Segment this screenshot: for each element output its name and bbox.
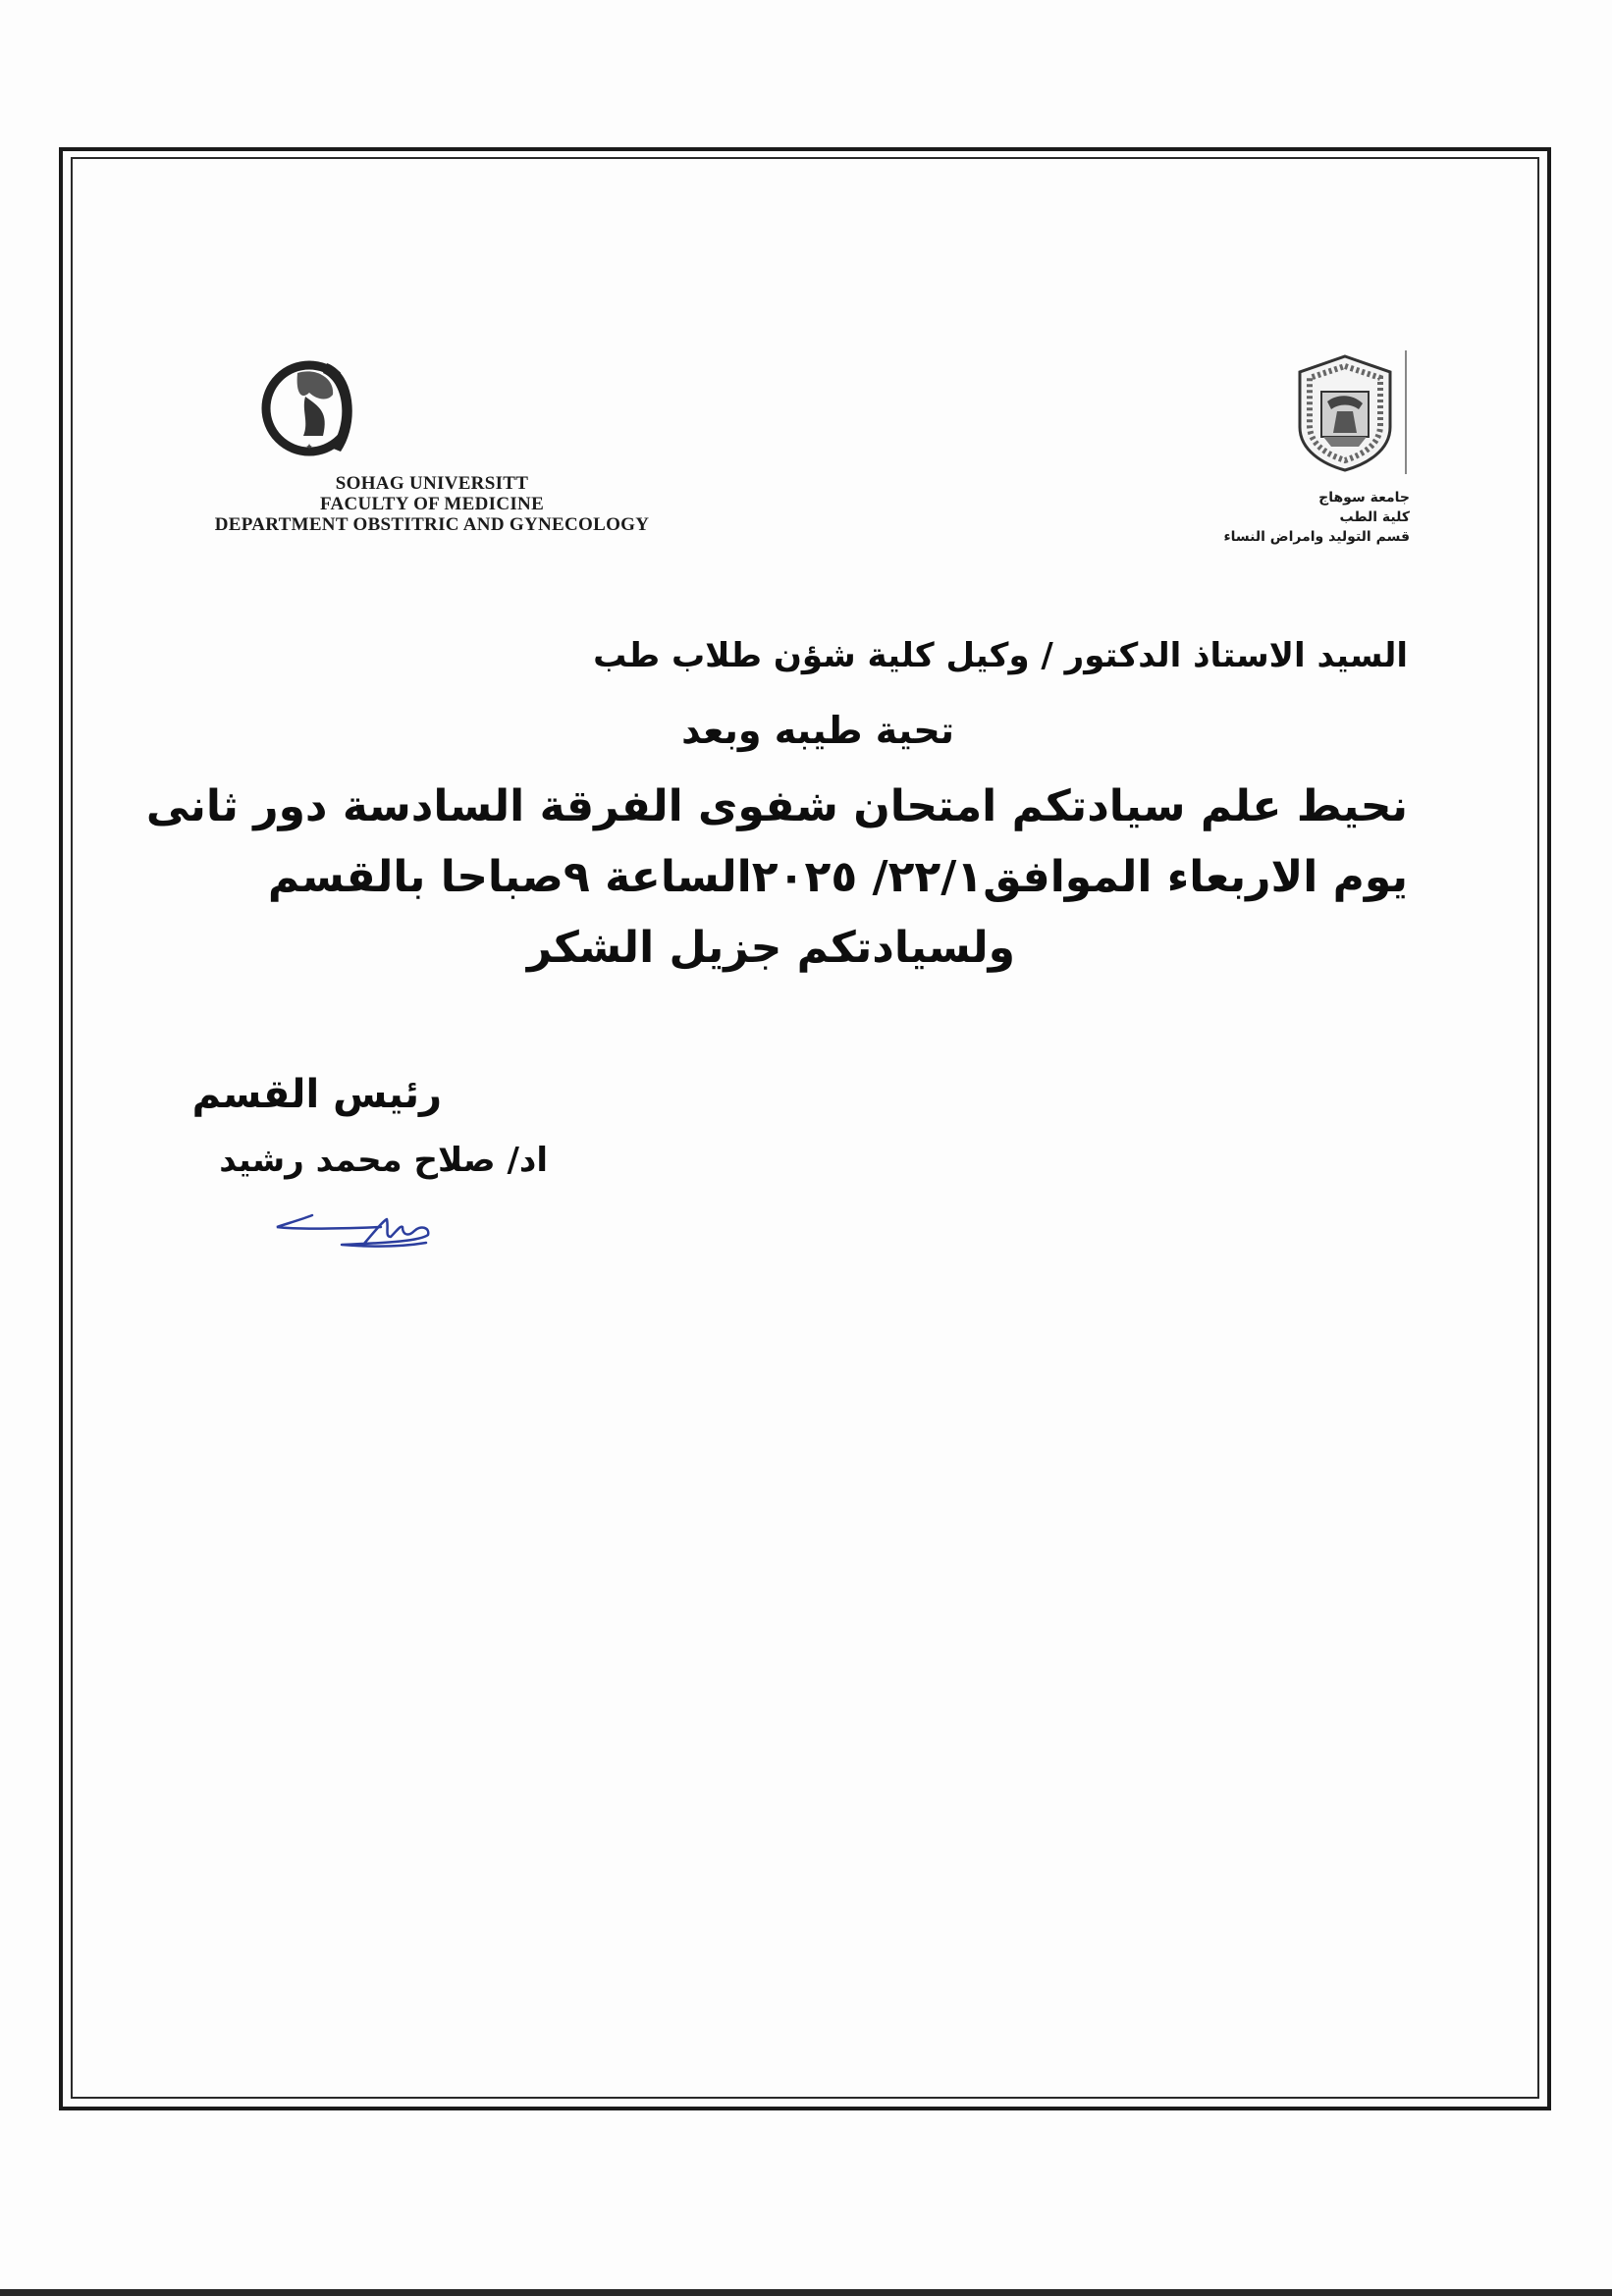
- letter-body-line: يوم الاربعاء الموافق٢٢/١/ ٢٠٢٥الساعة ٩صباحا بالقسم: [267, 852, 1408, 902]
- university-seal-icon: [1280, 348, 1410, 476]
- letter-closing: ولسيادتكم جزيل الشكر: [526, 923, 1015, 973]
- scan-bottom-edge: [0, 2289, 1612, 2296]
- letter-salutation: السيد الاستاذ الدكتور / وكيل كلية شؤن طلاب طب: [593, 636, 1408, 675]
- signatory-name: اد/ صلاح محمد رشيد: [219, 1141, 548, 1180]
- department-name: DEPARTMENT OBSTITRIC AND GYNECOLOGY: [214, 514, 650, 535]
- letter-greeting: تحية طيبه وبعد: [681, 709, 954, 752]
- arabic-letterhead: [1158, 488, 1410, 547]
- svg-text:✦: ✦: [305, 443, 313, 453]
- faculty-name-arabic: كلية الطب: [1339, 509, 1410, 525]
- english-letterhead: [147, 473, 717, 535]
- letter-body-line: نحيط علم سيادتكم امتحان شفوى الفرقة السادسة دور ثانى: [145, 781, 1408, 831]
- university-name-arabic: جامعة سوهاج: [1318, 490, 1410, 506]
- university-name: SOHAG UNIVERSITT: [335, 473, 529, 494]
- faculty-logo-icon: [258, 353, 376, 461]
- signatory-title: رئيس القسم: [191, 1072, 442, 1117]
- faculty-name: FACULTY OF MEDICINE: [319, 494, 545, 514]
- department-name-arabic: قسم التوليد وامراض النساء: [1223, 529, 1410, 545]
- handwritten-signature-icon: [273, 1198, 489, 1266]
